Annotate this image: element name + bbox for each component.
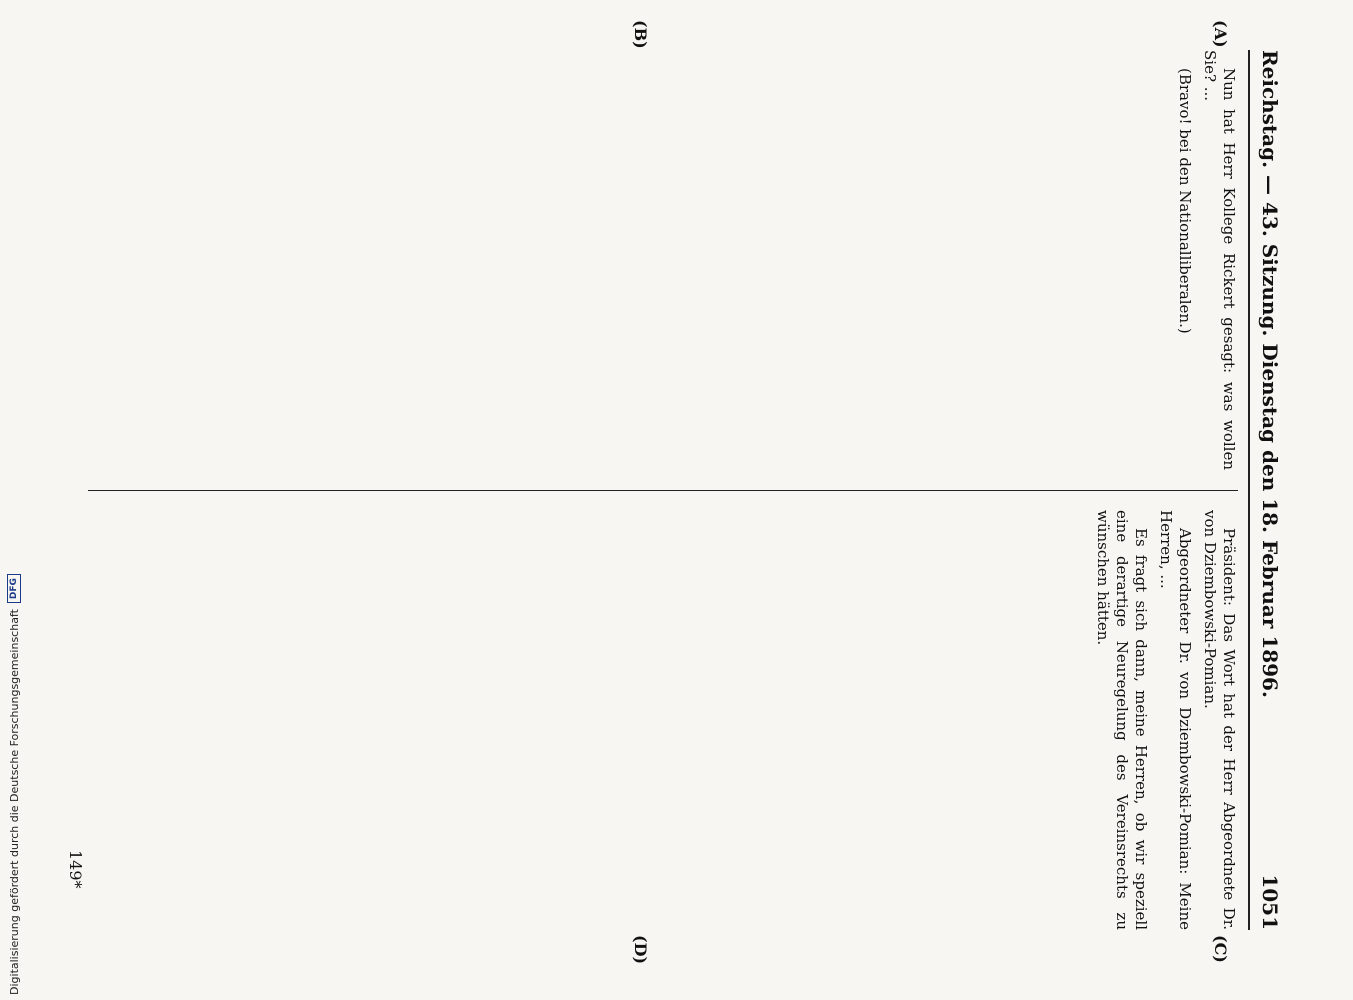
margin-letter-c: (C) [1211,935,1230,963]
header-page-number: 1051 [1258,874,1282,930]
margin-letter-a: (A) [1211,20,1230,48]
column-left [88,50,1238,470]
paragraph: Präsident: Das Wort hat der Herr Abgeordnete Dr. von Dziembowski-Pomian. [1201,510,1238,930]
scan-credit-text: Digitalisierung gefördert durch die Deutsche Forschungsgemeinschaft [7,609,21,995]
column-divider [88,490,1238,491]
margin-letter-d: (D) [631,935,650,965]
scan-credit-strip [4,578,24,995]
paragraph: Es fragt sich dann, meine Herren, ob wir speziell eine derartige Neuregelung des Vereinsrechts zu wünschen hätten. [1094,510,1150,930]
paragraph: (Bravo! bei den Nationalliberalen.) [1176,68,1194,334]
column-right [88,510,1238,930]
rotated-page [60,20,1290,965]
paragraph: Nun hat Herr Kollege Rickert gesagt: was wollen Sie? ... [1201,50,1238,470]
paragraph: Abgeordneter Dr. von Dziembowski-Pomian: Meine Herren, ... [1157,510,1194,930]
page-header [1248,50,1290,930]
margin-letter-b: (B) [631,20,650,49]
header-title: Reichstag. — 43. Sitzung. Dienstag den 18. Februar 1896. [1258,50,1282,698]
sheet-number: 149* [66,850,85,889]
dfg-logo-icon: DFG [7,574,21,603]
